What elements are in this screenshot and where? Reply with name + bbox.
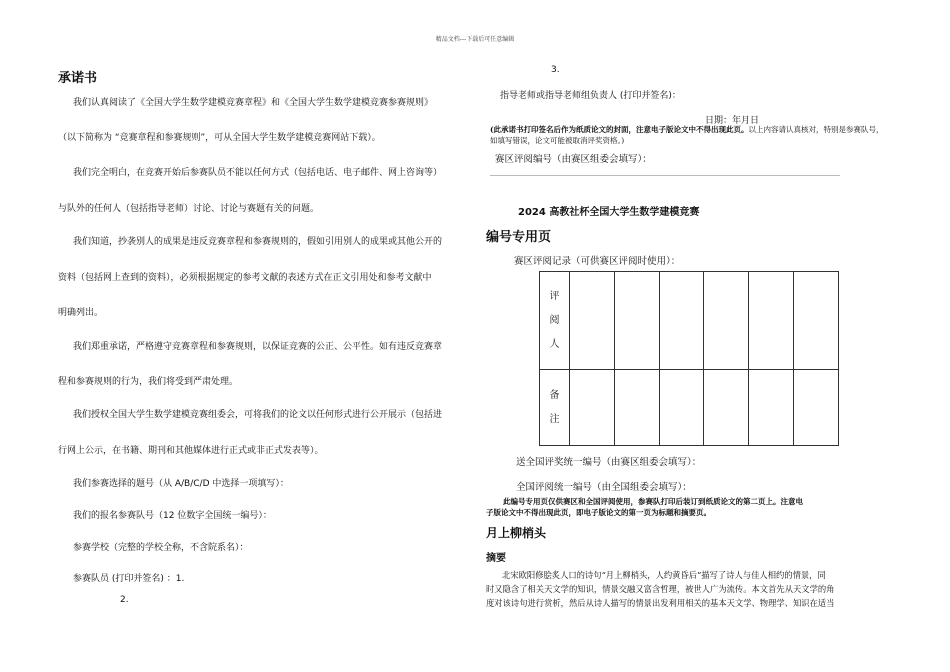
reviewer-label-char-3: 人	[549, 338, 560, 350]
national-review-number: 全国评阅统一编号（由全国组委会填写）：	[516, 482, 692, 493]
abstract-line-1: 北宋欧阳修脍炙人口的诗句“月上柳梢头，人约黄昏后”描写了诗人与佳人相约的情景，同	[502, 570, 826, 580]
pledge-para-3-line-3: 明确列出。	[58, 308, 104, 318]
remarks-label-char-1: 备	[549, 389, 560, 401]
field-members: 参赛队员 (打印并签名) ：1.	[73, 574, 185, 584]
reviewer-row	[540, 272, 839, 370]
remarks-cell-1[interactable]	[570, 370, 615, 446]
field-team-number: 我们的报名参赛队号（12 位数字全国统一编号）：	[73, 511, 272, 521]
reviewer-cell-2[interactable]	[614, 272, 659, 370]
remarks-cell-4[interactable]	[704, 370, 749, 446]
competition-title: 2024 高教社杯全国大学生数学建模竞赛	[518, 207, 700, 218]
reviewer-cell-1[interactable]	[570, 272, 615, 370]
national-award-number: 送全国评奖统一编号（由赛区组委会填写）：	[516, 457, 702, 468]
pledge-para-4-line-1: 我们郑重承诺，严格遵守竞赛章程和参赛规则，以保证竞赛的公正、公平性。如有违反竞赛章	[73, 342, 443, 352]
numbering-page-title: 编号专用页	[486, 230, 552, 245]
remarks-label-cell	[540, 370, 570, 446]
numbering-note-line-2: 子版论文中不得出现此页，即电子版论文的第一页为标题和摘要页。	[486, 508, 711, 517]
divider-line	[490, 175, 840, 176]
pledge-para-1-line-2: （以下简称为 “竞赛章程和参赛规则”，可从全国大学生数学建模竞赛网站下载）。	[58, 133, 381, 143]
abstract-line-2: 时又隐含了相关天文学的知识，情景交融又富含哲理，被世人广为流传。本文首先从天文学的角	[486, 584, 835, 594]
pledge-title: 承诺书	[58, 71, 98, 86]
remarks-cell-6[interactable]	[794, 370, 839, 446]
remarks-cell-2[interactable]	[614, 370, 659, 446]
pledge-note	[490, 124, 890, 146]
pledge-para-3-line-2: 资料（包括网上查到的资料），必须根据规定的参考文献的表述方式在正文引用处和参考文献中	[58, 273, 432, 283]
remarks-cell-3[interactable]	[659, 370, 704, 446]
reviewer-label-cell	[540, 272, 570, 370]
reviewer-cell-5[interactable]	[749, 272, 794, 370]
remarks-row	[540, 370, 839, 446]
pledge-para-5-line-2: 行网上公示，在书籍、期刊和其他媒体进行正式或非正式发表等）。	[58, 446, 324, 456]
regional-review-number: 赛区评阅编号（由赛区组委会填写）：	[495, 154, 652, 165]
paper-title: 月上柳梢头	[486, 526, 547, 540]
pledge-note-rest: 以上内容请认真核对，特别是参赛队号，如填写错误，论文可能被取消评奖资格。)	[490, 125, 884, 145]
remarks-cell-5[interactable]	[749, 370, 794, 446]
field-problem-number: 我们参赛选择的题号（从 A/B/C/D 中选择一项填写）：	[73, 479, 289, 489]
reviewer-cell-6[interactable]	[794, 272, 839, 370]
numbering-note-line-1: 此编号专用页仅供赛区和全国评阅使用，参赛队打印后装订到纸质论文的第二页上。注意电	[503, 497, 803, 506]
page-header: 精品文档---下载后可任意编辑	[435, 36, 515, 43]
pledge-note-bold: (此承诺书打印签名后作为纸质论文的封面，注意电子版论文中不得出现此页。	[490, 125, 749, 134]
reviewer-cell-4[interactable]	[704, 272, 749, 370]
abstract-line-3: 度对该诗句进行赏析，然后从诗人描写的情景出发利用相关的基本天文学、物理学、知识在适当	[486, 598, 835, 608]
review-record-label: 赛区评阅记录（可供赛区评阅时使用）：	[514, 256, 681, 267]
pledge-para-4-line-2: 程和参赛规则的行为，我们将受到严肃处理。	[58, 377, 239, 387]
pledge-para-2-line-2: 与队外的任何人（包括指导老师）讨论、讨论与赛题有关的问题。	[58, 204, 320, 214]
pledge-para-1-line-1: 我们认真阅读了《全国大学生数学建模竞赛章程》和《全国大学生数学建模竞赛参赛规则》	[73, 98, 434, 108]
date-field: 日期：年月日	[705, 116, 760, 126]
reviewer-cell-3[interactable]	[659, 272, 704, 370]
abstract-heading: 摘要	[486, 553, 506, 564]
advisor-signature: 指导老师或指导老师组负责人 (打印并签名)：	[500, 91, 681, 101]
member-3: 3.	[551, 65, 560, 75]
reviewer-label-char-2: 阅	[549, 314, 560, 326]
member-2: 2.	[120, 595, 129, 605]
remarks-label-char-2: 注	[549, 413, 560, 425]
reviewer-label-char-1: 评	[549, 290, 560, 302]
pledge-para-5-line-1: 我们授权全国大学生数学建模竞赛组委会，可将我们的论文以任何形式进行公开展示（包括进	[73, 410, 443, 420]
pledge-para-3-line-1: 我们知道，抄袭别人的成果是违反竞赛章程和参赛规则的，假如引用别人的成果或其他公开的	[73, 237, 443, 247]
field-school: 参赛学校（完整的学校全称，不含院系名）：	[73, 543, 249, 553]
pledge-para-2-line-1: 我们完全明白，在竞赛开始后参赛队员不能以任何方式（包括电话、电子邮件、网上咨询等）	[73, 168, 443, 178]
review-record-table	[539, 271, 839, 446]
